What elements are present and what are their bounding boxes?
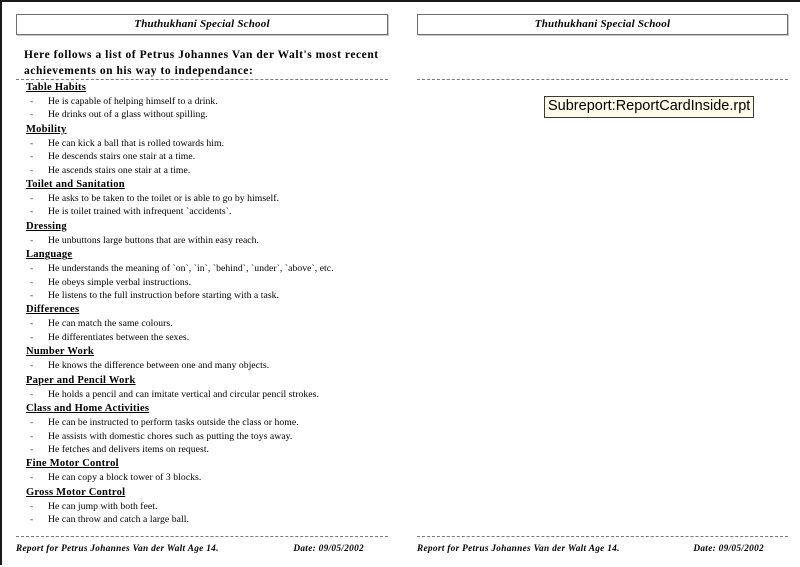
page-header-box-right: [417, 14, 788, 35]
section-divider-right: [417, 79, 788, 80]
school-name-heading-right: Thuthukhani Special School: [534, 18, 671, 30]
achievement-section: [26, 402, 388, 456]
achievement-section: [26, 303, 388, 344]
achievement-item-text: He assists with domestic chores such as putting the toys away.: [48, 430, 293, 442]
achievement-item: [26, 234, 388, 247]
achievement-item: [26, 471, 388, 484]
achievement-item: [26, 388, 388, 401]
achievement-item-text: He can match the same colours.: [48, 318, 173, 330]
achievement-item: [26, 443, 388, 456]
bullet-dash-icon: -: [30, 164, 34, 176]
achievement-item: [26, 416, 388, 429]
achievement-item-text: He listens to the full instruction before starting with a task.: [48, 290, 280, 302]
achievement-section: [26, 248, 388, 302]
achievement-item: [26, 205, 388, 218]
achievement-item-text: He is toilet trained with infrequent `accidents`.: [48, 206, 232, 218]
section-heading: Language: [26, 249, 73, 261]
achievement-item-text: He unbuttons large buttons that are within easy reach.: [48, 234, 260, 246]
bullet-dash-icon: -: [30, 443, 34, 455]
bullet-dash-icon: -: [30, 472, 34, 484]
page-header-box-left: [16, 14, 388, 35]
achievement-item: [26, 359, 388, 372]
achievement-item-text: He drinks out of a glass without spilling.: [48, 109, 208, 121]
bullet-dash-icon: -: [30, 263, 34, 275]
report-page-left: [2, 2, 402, 567]
bullet-dash-icon: -: [30, 276, 34, 288]
achievement-section: [26, 345, 388, 372]
report-page-right: [402, 2, 800, 567]
achievement-section: [26, 178, 388, 219]
achievement-section: [26, 81, 388, 122]
footer-report-for-right: Report for Petrus Johannes Van der Walt Age 14.: [417, 544, 620, 554]
achievement-item-text: He can kick a ball that is rolled towards him.: [48, 137, 225, 149]
achievements-list: [26, 81, 388, 528]
bullet-dash-icon: -: [30, 151, 34, 163]
section-heading: Gross Motor Control: [26, 486, 126, 498]
bullet-dash-icon: -: [30, 96, 34, 107]
achievement-item-text: He knows the difference between one and many objects.: [48, 360, 270, 372]
achievement-item-text: He obeys simple verbal instructions.: [48, 276, 192, 288]
footer-date-left: Date: 09/05/2002: [293, 544, 364, 554]
section-divider-left: [16, 79, 388, 80]
achievement-item: [26, 500, 388, 513]
achievement-item: [26, 262, 388, 275]
section-heading: Differences: [26, 304, 80, 316]
achievement-item-text: He holds a pencil and can imitate vertical and circular pencil strokes.: [48, 388, 319, 400]
bullet-dash-icon: -: [30, 109, 34, 121]
achievement-item: [26, 108, 388, 121]
achievement-item-text: He can copy a block tower of 3 blocks.: [48, 472, 202, 484]
achievement-item: [26, 276, 388, 289]
footer-divider-right: [417, 536, 788, 537]
achievement-item: [26, 192, 388, 205]
achievement-item: [26, 137, 388, 150]
section-heading: Paper and Pencil Work: [26, 374, 136, 386]
achievement-item-text: He ascends stairs one stair at a time.: [48, 164, 191, 176]
school-name-heading-left: Thuthukhani Special School: [134, 18, 270, 30]
section-heading: Toilet and Sanitation: [26, 179, 125, 191]
section-heading: Number Work: [26, 346, 94, 358]
achievement-section: [26, 374, 388, 401]
bullet-dash-icon: -: [30, 234, 34, 246]
achievement-item-text: He can jump with both feet.: [48, 500, 158, 512]
intro-line-2: achievements on his way to independance:: [24, 64, 254, 77]
achievement-item: [26, 150, 388, 163]
achievement-item: [26, 289, 388, 302]
achievement-section: [26, 486, 388, 527]
bullet-dash-icon: -: [30, 388, 34, 400]
bullet-dash-icon: -: [30, 206, 34, 218]
section-heading: Fine Motor Control: [26, 458, 119, 470]
footer-divider-left: [16, 536, 388, 537]
achievement-item: [26, 513, 388, 526]
section-heading: Table Habits: [26, 82, 87, 93]
bullet-dash-icon: -: [30, 331, 34, 343]
section-heading: Class and Home Activities: [26, 403, 150, 415]
subreport-placeholder[interactable]: Subreport:ReportCardInside.rpt: [544, 96, 754, 118]
achievement-item-text: He descends stairs one stair at a time.: [48, 151, 196, 163]
bullet-dash-icon: -: [30, 430, 34, 442]
footer-date-right: Date: 09/05/2002: [693, 544, 764, 554]
achievement-item-text: He can throw and catch a large ball.: [48, 514, 189, 526]
achievement-item-text: He asks to be taken to the toilet or is able to go by himself.: [48, 193, 279, 205]
bullet-dash-icon: -: [30, 500, 34, 512]
achievement-item: [26, 164, 388, 177]
achievement-item-text: He can be instructed to perform tasks outside the class or home.: [48, 417, 299, 429]
achievement-item: [26, 95, 388, 108]
section-heading: Mobility: [26, 123, 67, 135]
intro-paragraph: [24, 48, 386, 79]
intro-line-1: Here follows a list of Petrus Johannes Van der Walt's most recent: [24, 49, 379, 61]
achievement-item-text: He is capable of helping himself to a drink.: [48, 96, 218, 107]
achievement-item-text: He differentiates between the sexes.: [48, 331, 190, 343]
page-footer-right: [417, 543, 788, 555]
bullet-dash-icon: -: [30, 193, 34, 205]
section-heading: Dressing: [26, 220, 67, 232]
bullet-dash-icon: -: [30, 514, 34, 526]
achievement-item: [26, 331, 388, 344]
footer-report-for-left: Report for Petrus Johannes Van der Walt Age 14.: [16, 544, 219, 554]
achievement-item: [26, 430, 388, 443]
achievement-section: [26, 123, 388, 177]
page-footer-left: [16, 543, 388, 555]
achievement-item-text: He understands the meaning of `on`, `in`, `behind`, `under`, `above`, etc.: [48, 263, 334, 275]
bullet-dash-icon: -: [30, 137, 34, 149]
achievement-section: [26, 220, 388, 247]
bullet-dash-icon: -: [30, 290, 34, 302]
bullet-dash-icon: -: [30, 360, 34, 372]
bullet-dash-icon: -: [30, 318, 34, 330]
achievement-item-text: He fetches and delivers items on request.: [48, 443, 210, 455]
achievement-section: [26, 457, 388, 484]
bullet-dash-icon: -: [30, 417, 34, 429]
achievement-item: [26, 317, 388, 330]
